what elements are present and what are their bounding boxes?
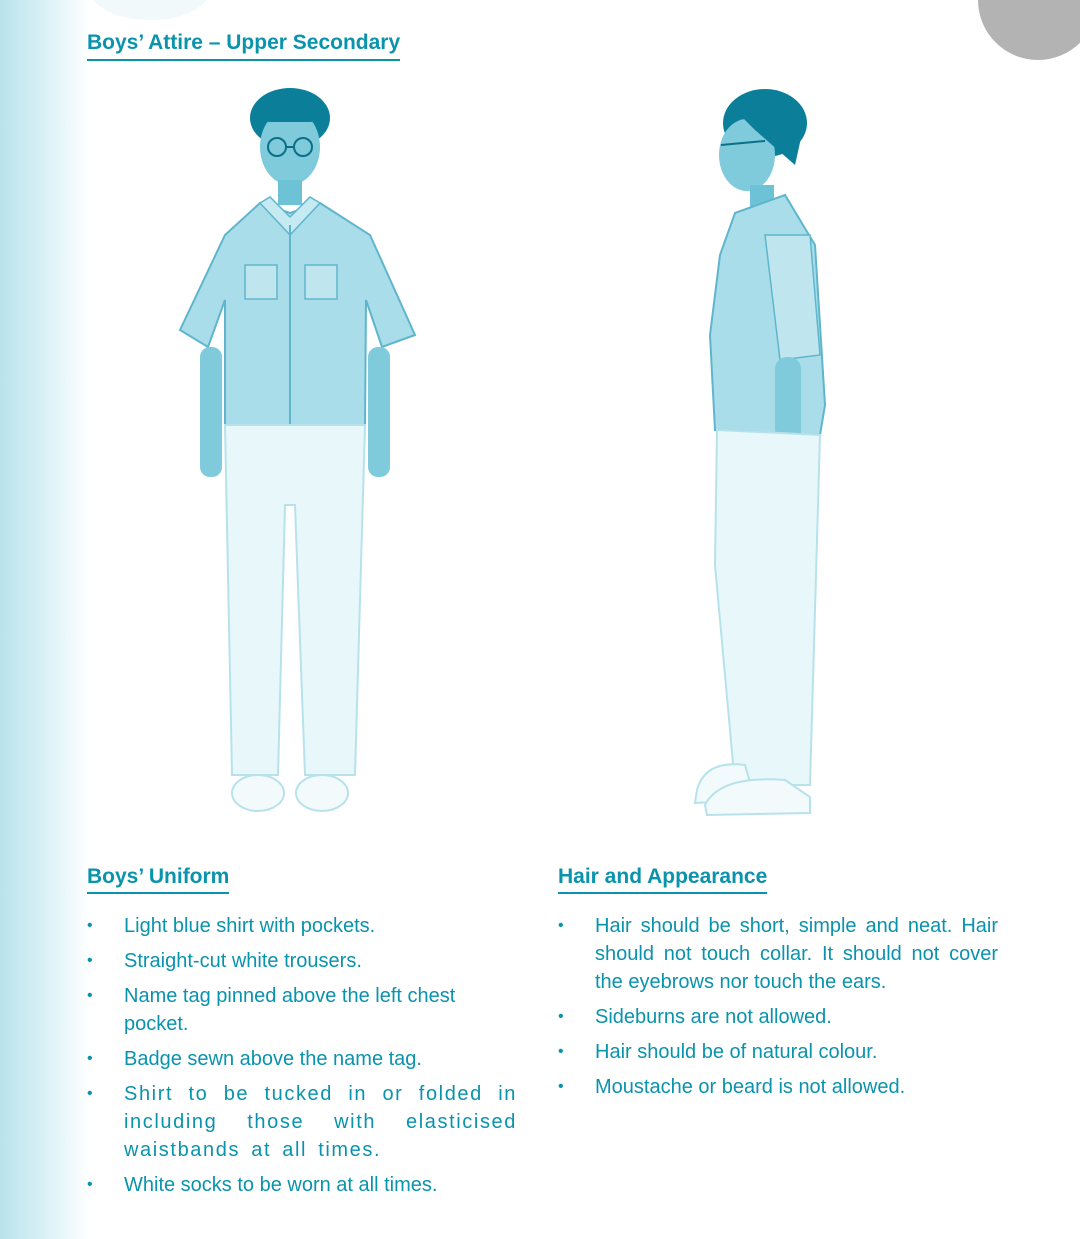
list-item: [87, 982, 517, 1038]
list-item: [87, 1080, 517, 1164]
list-item: [558, 1038, 998, 1066]
list-item: [558, 912, 998, 996]
bullet-icon: •: [558, 1078, 564, 1095]
corner-circle-decoration: [978, 0, 1080, 60]
list-item-text: White socks to be worn at all times.: [124, 1174, 438, 1196]
bullet-icon: •: [87, 987, 93, 1004]
bullet-icon: •: [87, 952, 93, 969]
list-item-text: Name tag pinned above the left chest pocket.: [124, 985, 456, 1035]
list-item-text: Hair should be of natural colour.: [595, 1041, 878, 1063]
uniform-section: [87, 865, 517, 1206]
top-decoration: [90, 0, 210, 20]
list-item: [87, 947, 517, 975]
uniform-title: Boys’ Uniform: [87, 865, 229, 894]
bullet-icon: •: [87, 1085, 93, 1102]
appearance-title: Hair and Appearance: [558, 865, 767, 894]
bullet-icon: •: [87, 1176, 93, 1193]
list-item: [558, 1073, 998, 1101]
student-front-figure-icon: [170, 85, 430, 825]
uniform-list: [87, 912, 517, 1199]
bullet-icon: •: [558, 1008, 564, 1025]
bullet-icon: •: [558, 917, 564, 934]
bullet-icon: •: [558, 1043, 564, 1060]
list-item-text: Badge sewn above the name tag.: [124, 1048, 422, 1070]
appearance-list: [558, 912, 998, 1101]
bullet-icon: •: [87, 917, 93, 934]
list-item-text: Shirt to be tucked in or folded in including those with elasticised waistbands at all times.: [124, 1083, 517, 1161]
side-view-photo: [675, 85, 845, 825]
list-item-text: Light blue shirt with pockets.: [124, 915, 376, 937]
page-title: Boys’ Attire – Upper Secondary: [87, 31, 400, 61]
bullet-icon: •: [87, 1050, 93, 1067]
list-item-text: Straight-cut white trousers.: [124, 950, 362, 972]
list-item-text: Hair should be short, simple and neat. Hair should not touch collar. It should not cover the eyebrows nor touch the ears.: [595, 915, 998, 993]
list-item-text: Sideburns are not allowed.: [595, 1006, 832, 1028]
list-item: [87, 912, 517, 940]
appearance-section: [558, 865, 998, 1108]
side-gradient-band: [0, 0, 90, 1239]
front-view-photo: [170, 85, 430, 825]
list-item: [87, 1045, 517, 1073]
list-item-text: Moustache or beard is not allowed.: [595, 1076, 906, 1098]
student-side-figure-icon: [675, 85, 845, 825]
list-item: [87, 1171, 517, 1199]
list-item: [558, 1003, 998, 1031]
